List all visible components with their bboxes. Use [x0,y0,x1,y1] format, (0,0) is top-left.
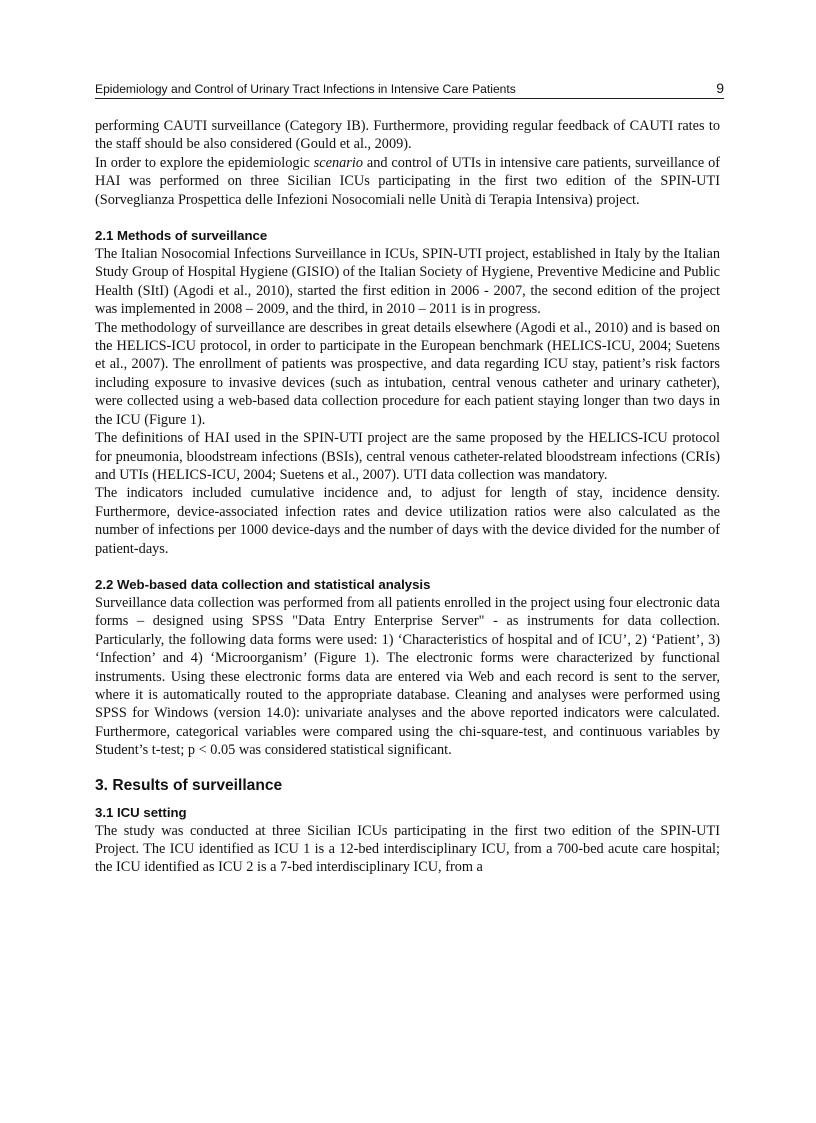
italic-term: scenario [313,154,363,171]
paragraph: performing CAUTI surveillance (Category IB). Furthermore, providing regular feedback of CAUTI rates to the staff should be also considered (Gould et al., 2009). [95,118,720,153]
running-title: Epidemiology and Control of Urinary Tract Infections in Intensive Care Patients [95,82,516,96]
section-heading-2-1: 2.1 Methods of surveillance [95,228,268,244]
text-run: In order to explore the epidemiologic [95,154,314,171]
page-number: 9 [716,80,724,96]
paragraph: The methodology of surveillance are describes in great details elsewhere (Agodi et al., 2010) and is based on the HELICS-ICU protocol, in order to participate in the European benchmark (HELICS-ICU, 2004; Suetens et al., 2007). The enrollment of patients was prospective, and data regarding ICU stay, patient’s risk factors including exposure to invasive devices (such as intubation, central venous catheter and urinary catheter), were collected using a web-based data collection procedure for each patient staying longer than two days in the ICU (Figure 1). [95,319,720,428]
paragraph [95,154,720,209]
paragraph: The definitions of HAI used in the SPIN-UTI project are the same proposed by the HELICS-ICU protocol for pneumonia, bloodstream infections (BSIs), central venous catheter-related bloodstream infections (CRIs) and UTIs (HELICS-ICU, 2004; Suetens et al., 2007). UTI data collection was mandatory. [95,430,720,483]
paragraph: The Italian Nosocomial Infections Surveillance in ICUs, SPIN-UTI project, established in Italy by the Italian Study Group of Hospital Hygiene (GISIO) of the Italian Society of Hygiene, Preventive Medicine and Public Health (SItI) (Agodi et al., 2010), started the first edition in 2006 - 2007, the second edition of the project was implemented in 2008 – 2009, and the third, in 2010 – 2011 is in progress. [95,246,720,318]
paragraph: Surveillance data collection was performed from all patients enrolled in the project using four electronic data forms – designed using SPSS "Data Entry Enterprise Server" - as instruments for data collection. Particularly, the following data forms were used: 1) ‘Characteristics of hospital and of ICU’, 2) ‘Patient’, 3) ‘Infection’ and 4) ‘Microorganism’ (Figure 1). The electronic forms were characterized by functional instruments. Using these electronic forms data are entered via Web and each record is sent to the server, where it is automatically routed to the appropriate database. Cleaning and analyses were performed using SPSS for Windows (version 14.0): univariate analyses and the above reported indicators were calculated. Furthermore, categorical variables were compared using the chi-square-test, and continuous variables by Student’s t-test; p < 0.05 was considered statistical significant. [95,594,720,759]
paragraph: The indicators included cumulative incidence and, to adjust for length of stay, incidence density. Furthermore, device-associated infection rates and device utilization ratios were also calculated as the number of infections per 1000 device-days and the number of days with the device divided for the number of patient-days. [95,485,720,557]
paragraph: The study was conducted at three Sicilian ICUs participating in the first two edition of the SPIN-UTI Project. The ICU identified as ICU 1 is a 12-bed interdisciplinary ICU, from a 700-bed acute care hospital; the ICU identified as ICU 2 is a 7-bed interdisciplinary ICU, from a [95,822,720,876]
running-header [95,80,724,99]
section-heading-3: 3. Results of surveillance [95,776,283,794]
section-heading-2-2: 2.2 Web-based data collection and statistical analysis [95,576,431,592]
body-text [95,117,720,877]
section-heading-3-1: 3.1 ICU setting [95,804,187,820]
text-run: and control of UTIs in intensive care patients, surveillance of HAI was performed on three Sicilian ICUs participating in the first two edition of the SPIN-UTI (Sorveglianza Prospettica delle Infezioni Nosocomiali nelle Unità di Terapia Intensiva) project. [95,154,720,208]
